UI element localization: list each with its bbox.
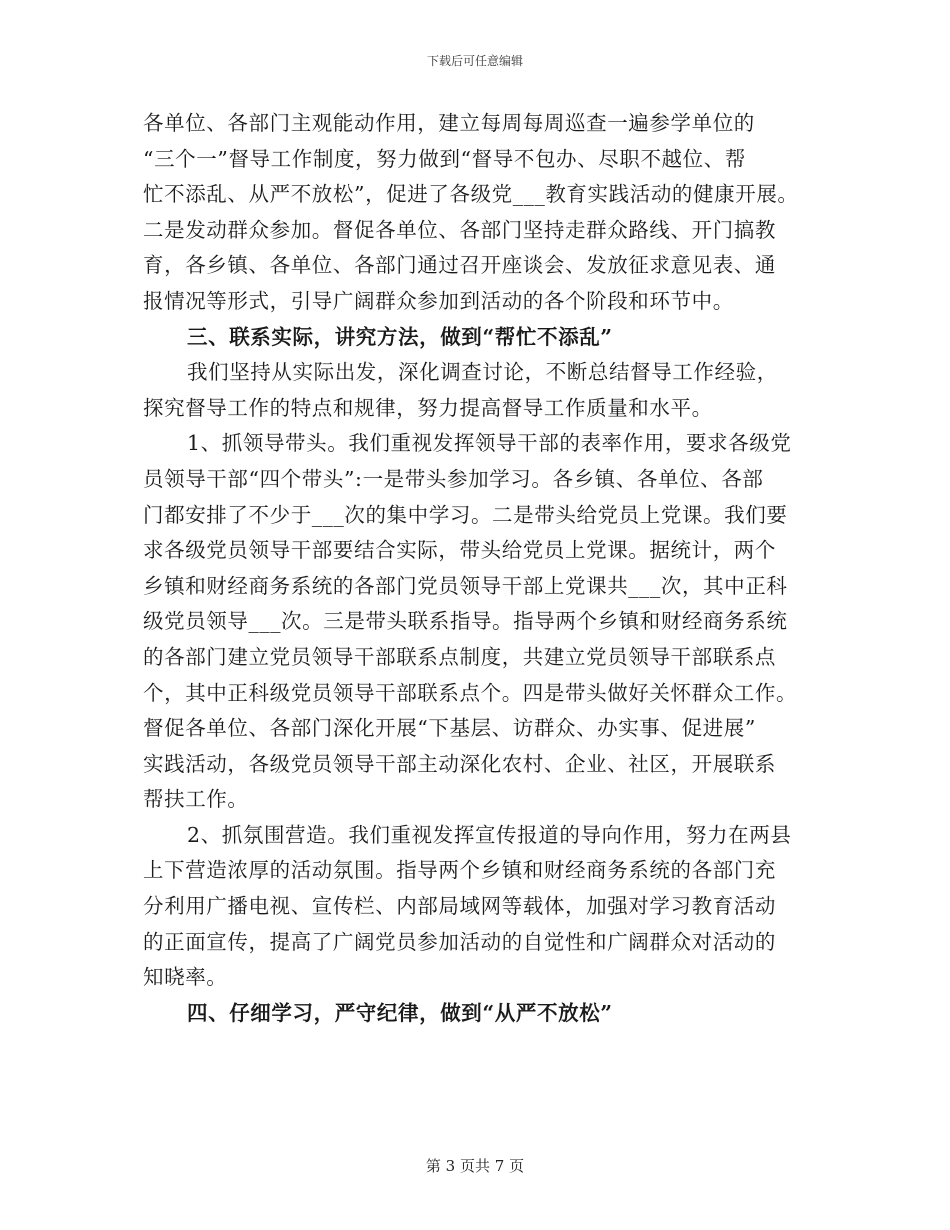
paragraph-start-line: 2、抓氛围营造。我们重视发挥宣传报道的导向作用，努力在两县 <box>187 822 792 847</box>
page-header: 下载后可任意编辑 <box>426 54 523 68</box>
body-line: 级党员领导___次。三是带头联系指导。指导两个乡镇和财经商务系统 <box>143 609 788 634</box>
body-line: 知晓率。 <box>143 965 228 990</box>
body-line: 帮扶工作。 <box>143 787 249 812</box>
body-line: 的正面宣传，提高了广阔党员参加活动的自觉性和广阔群众对活动的 <box>143 929 776 954</box>
body-line: 忙不添乱、从严不放松”，促进了各级党___教育实践活动的健康开展。 <box>143 182 799 207</box>
document-body <box>143 106 823 1031</box>
page-footer: 第 3 页共 7 页 <box>425 1157 525 1175</box>
body-line: 实践活动，各级党员领导干部主动深化农村、企业、社区，开展联系 <box>143 751 776 776</box>
section-heading: 三、联系实际，讲究方法，做到“帮忙不添乱” <box>187 324 613 349</box>
body-line: 各单位、各部门主观能动作用，建立每周每周巡查一遍参学单位的 <box>143 111 755 135</box>
body-line: 育，各乡镇、各单位、各部门通过召开座谈会、发放征求意见表、通 <box>143 253 776 278</box>
body-line: 个，其中正科级党员领导干部联系点个。四是带头做好关怀群众工作。 <box>143 680 798 705</box>
body-line: 督促各单位、各部门深化开展“下基层、访群众、办实事、促进展” <box>143 716 756 741</box>
body-line: 分利用广播电视、宣传栏、内部局域网等载体，加强对学习教育活动 <box>143 894 776 919</box>
body-line: 的各部门建立党员领导干部联系点制度，共建立党员领导干部联系点 <box>143 644 776 669</box>
paragraph-start-line: 我们坚持从实际出发，深化调查讨论，不断总结督导工作经验， <box>187 360 778 385</box>
body-line: 乡镇和财经商务系统的各部门党员领导干部上党课共___次，其中正科 <box>143 573 788 598</box>
body-line: 上下营造浓厚的活动氛围。指导两个乡镇和财经商务系统的各部门充 <box>143 858 776 883</box>
body-line: 员领导干部“四个带头”:一是带头参加学习。各乡镇、各单位、各部 <box>143 466 764 491</box>
body-line: 求各级党员领导干部要结合实际，带头给党员上党课。据统计，两个 <box>143 538 776 563</box>
section-heading: 四、仔细学习，严守纪律，做到“从严不放松” <box>187 1000 613 1025</box>
body-line: 二是发动群众参加。督促各单位、各部门坚持走群众路线、开门搞教 <box>143 217 776 242</box>
body-line: 报情况等形式，引导广阔群众参加到活动的各个阶段和环节中。 <box>143 288 734 313</box>
body-line: 探究督导工作的特点和规律，努力提高督导工作质量和水平。 <box>143 395 713 420</box>
paragraph-start-line: 1、抓领导带头。我们重视发挥领导干部的表率作用，要求各级党 <box>187 431 792 456</box>
body-line: “三个一”督导工作制度，努力做到“督导不包办、尽职不越位、帮 <box>143 146 746 171</box>
body-line: 门都安排了不少于___次的集中学习。二是带头给党员上党课。我们要 <box>143 502 788 527</box>
